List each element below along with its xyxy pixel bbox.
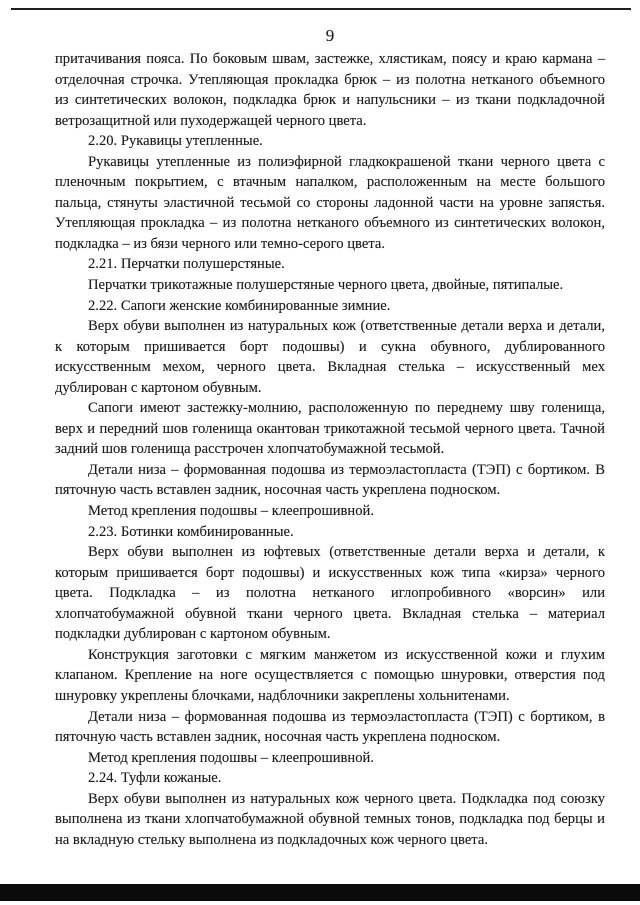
scan-artifact-bottom-bar — [0, 884, 640, 901]
text-line: подкладки дублирован с картоном обувным. — [55, 626, 331, 643]
text-line: из синтетических волокон, подкладка брюк и напульсники – из ткани подкладочной — [55, 92, 605, 109]
text-line: цвета. Подкладка – из полотна нетканого иглопробивного «ворсин» или — [55, 585, 605, 602]
text-line: Рукавицы утепленные из полиэфирной гладкокрашеной ткани черного цвета с — [88, 153, 605, 170]
text-line: верх и передний шов голенища окантован трикотажной тесьмой черного цвета. Тачной — [55, 420, 605, 437]
paragraph — [55, 316, 605, 398]
text-line: Утепляющая прокладка – из полотна нетканого объемного из синтетических волокон, — [55, 215, 605, 232]
text-line: Конструкция заготовки с мягким манжетом из искусственной кожи и глухим — [88, 646, 605, 663]
paragraph — [55, 542, 605, 645]
text-line: Метод крепления подошвы – клеепрошивной. — [88, 503, 374, 520]
text-line: дублирован с картоном обувным. — [55, 379, 262, 396]
text-line: отделочная строчка. Утепляющая прокладка брюк – из полотна нетканого объемного — [55, 71, 605, 88]
paragraph — [55, 501, 605, 522]
paragraph — [55, 131, 605, 152]
paragraph — [55, 254, 605, 275]
text-line: притачивания пояса. По боковым швам, застежке, хлястикам, поясу и краю кармана – — [55, 51, 605, 67]
text-line: пальца, стянуты эластичной тесьмой со стороны ладонной части на уровне запястья. — [55, 194, 605, 211]
text-line: хлопчатобумажной обувной ткани черного цвета. Вкладная стелька – материал — [55, 605, 605, 622]
document-body-text — [55, 49, 605, 850]
text-line: 2.21. Перчатки полушерстяные. — [88, 256, 285, 273]
text-line: Верх обуви выполнен из натуральных кож (ответственные детали верха и детали, — [88, 318, 605, 335]
paragraph — [55, 748, 605, 769]
text-line: Сапоги имеют застежку-молнию, расположенную по переднему шву голенища, — [88, 400, 605, 417]
paragraph — [55, 768, 605, 789]
text-line: Детали низа – формованная подошва из термоэластопласта (ТЭП) с бортиком. В — [88, 461, 605, 478]
paragraph — [55, 789, 605, 851]
paragraph — [55, 152, 605, 255]
paragraph — [55, 398, 605, 460]
paragraph — [55, 460, 605, 501]
paragraph — [55, 522, 605, 543]
text-line: Перчатки трикотажные полушерстяные черного цвета, двойные, пятипалые. — [88, 277, 564, 294]
text-line: Детали низа – формованная подошва из термоэластопласта (ТЭП) с бортиком, в — [88, 708, 605, 725]
paragraph — [55, 296, 605, 317]
text-line: Верх обуви выполнен из натуральных кож черного цвета. Подкладка под союзку — [88, 790, 605, 807]
text-line: 2.24. Туфли кожаные. — [88, 770, 222, 787]
text-line: подкладка – из бязи черного или темно-серого цвета. — [55, 235, 386, 252]
text-line: 2.20. Рукавицы утепленные. — [88, 133, 263, 150]
text-line: выполнена из ткани хлопчатобумажной обувной темных тонов, подкладка под берцы и — [55, 811, 605, 828]
text-line: пяточную часть вставлен задник, носочная часть укреплена подноском. — [55, 729, 501, 746]
text-line: которым пришивается борт подошвы) и искусственных кож типа «кирза» черного — [55, 564, 605, 581]
text-line: задний шов голенища расстрочен хлопчатобумажной тесьмой. — [55, 441, 445, 458]
text-line: к которым пришивается борт подошвы) и сукна обувного, дублированного — [55, 338, 605, 355]
text-line: пленочным покрытием, с втачным напалком, расположенным на месте большого — [55, 174, 605, 191]
paragraph — [55, 645, 605, 707]
page-number: 9 — [325, 26, 335, 45]
paragraph — [55, 49, 605, 131]
text-line: Метод крепления подошвы – клеепрошивной. — [88, 749, 374, 766]
text-line: клапаном. Крепление на ноге осуществляется с помощью шнуровки, отверстия под — [55, 667, 605, 684]
text-line: ветрозащитной или пуходержащей черного цвета. — [55, 112, 367, 129]
paragraph — [55, 275, 605, 296]
text-line: пяточную часть вставлен задник, носочная часть укреплена подноском. — [55, 482, 501, 499]
text-line: 2.22. Сапоги женские комбинированные зимние. — [88, 297, 391, 314]
scan-artifact-top-line — [11, 8, 631, 10]
text-line: на вкладную стельку выполнена из подкладочных кож черного цвета. — [55, 831, 488, 848]
text-line: Верх обуви выполнен из юфтевых (ответственные детали верха и детали, к — [88, 544, 605, 561]
text-line: 2.23. Ботинки комбинированные. — [88, 523, 294, 540]
text-line: искусственным мехом, черного цвета. Вкладная стелька – искусственный мех — [55, 359, 605, 376]
paragraph — [55, 707, 605, 748]
text-line: шнуровку укреплены блочками, надблочники закреплены хольнитенами. — [55, 687, 510, 704]
